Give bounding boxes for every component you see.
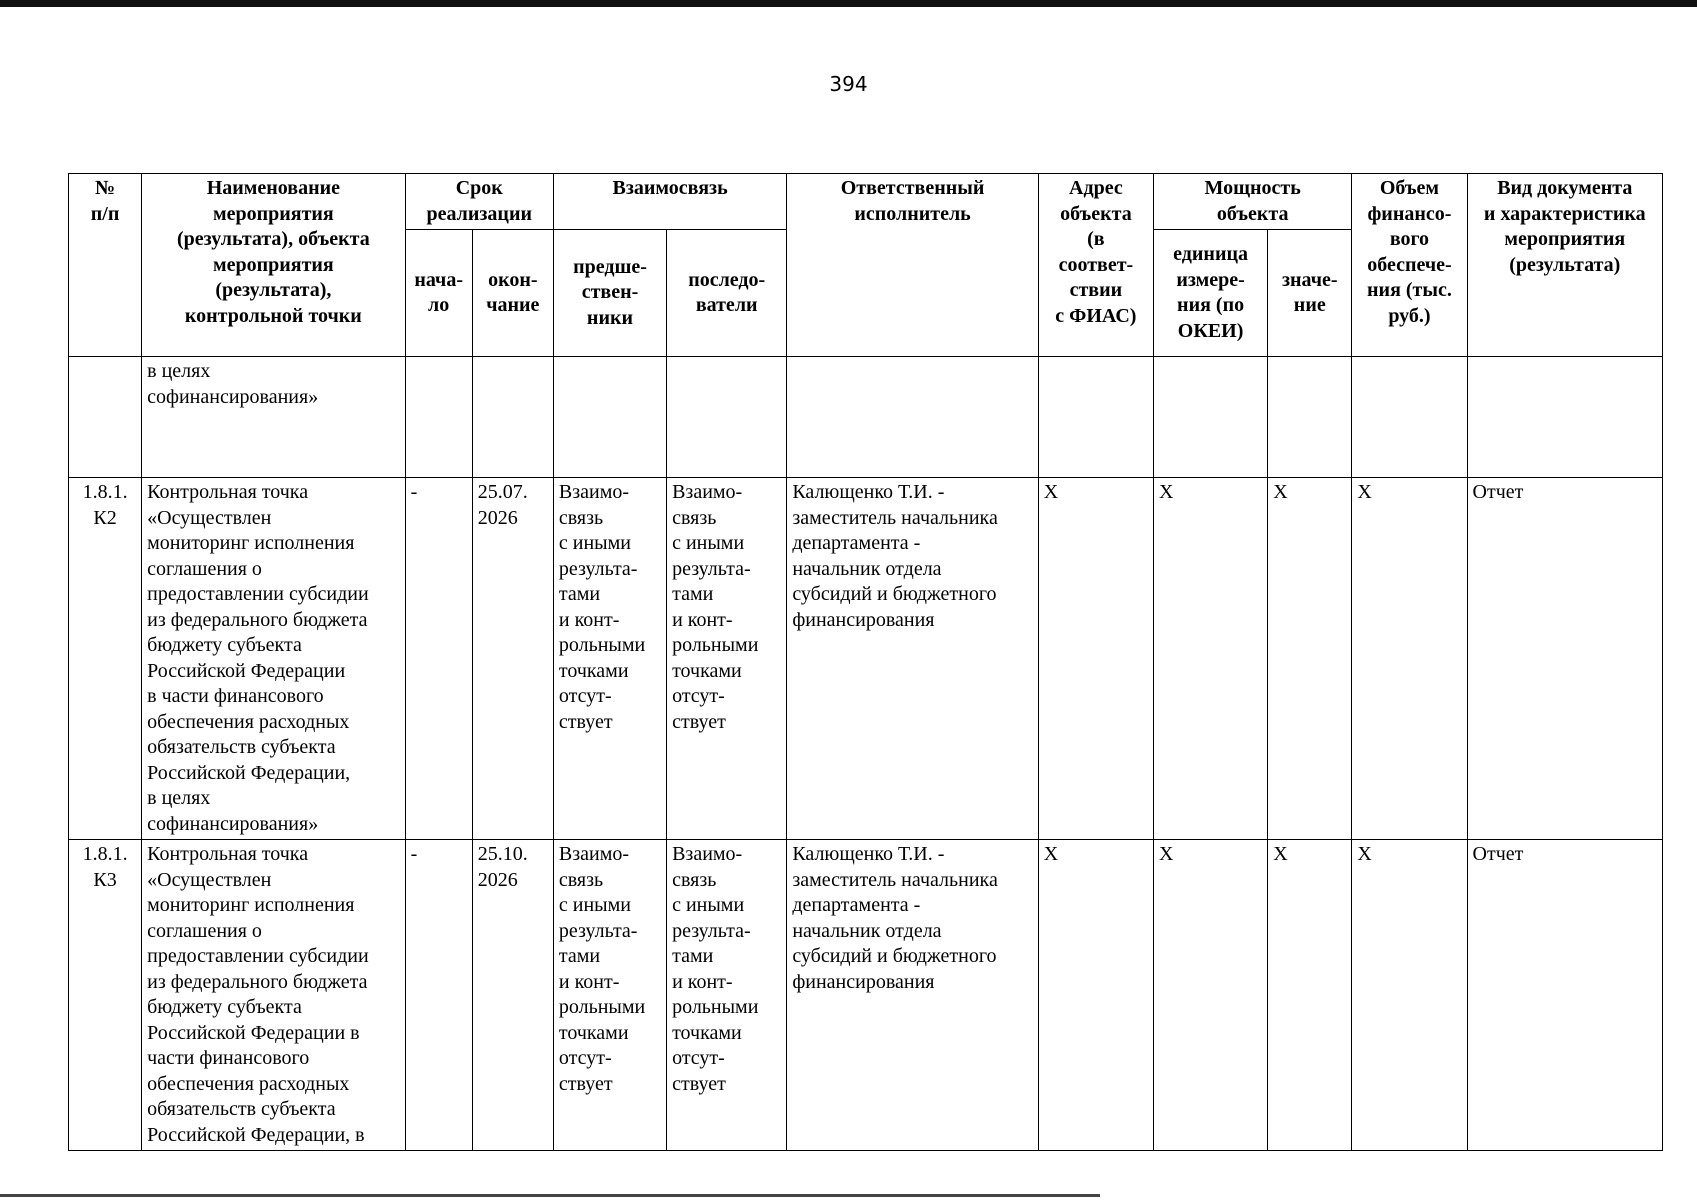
cell-line: (результата), xyxy=(215,279,332,301)
cell-num xyxy=(69,357,142,478)
header-doc-type xyxy=(1467,174,1662,357)
cell-line: значе- xyxy=(1281,268,1338,291)
cell-line: софинансирования» xyxy=(147,385,319,408)
cell-line: Мощность xyxy=(1204,177,1301,199)
cell-line: связь xyxy=(672,506,717,529)
cell-line: X xyxy=(1158,843,1174,865)
cell-end xyxy=(472,478,553,840)
cell-value xyxy=(1268,357,1352,478)
cell-line: с иными xyxy=(558,894,631,916)
cell-finance xyxy=(1352,357,1467,478)
cell-line: рольными xyxy=(558,634,646,656)
cell-line: 25.07. xyxy=(477,481,528,503)
cell-line: X xyxy=(1043,481,1059,503)
cell-line: п/п xyxy=(90,202,120,225)
cell-line: с иными xyxy=(672,894,745,916)
cell-line: обязательств субъекта xyxy=(147,736,336,758)
cell-line: тами xyxy=(558,945,601,967)
cell-line: X xyxy=(1273,843,1288,865)
cell-name xyxy=(142,478,405,840)
cell-line: рольными xyxy=(672,634,759,656)
cell-line: тами xyxy=(558,583,601,605)
cell-line: рольными xyxy=(558,996,646,1018)
cell-line: начальник отдела xyxy=(792,557,942,580)
cell-line: окон- xyxy=(488,268,538,291)
cell-num xyxy=(69,478,142,840)
cell-line: ватели xyxy=(695,294,758,316)
cell-line: Российской Федерации xyxy=(147,659,346,682)
cell-line: точками xyxy=(672,1021,742,1044)
cell-succ xyxy=(667,357,787,478)
cell-line: исполнитель xyxy=(854,202,971,225)
cell-line: Адрес xyxy=(1069,177,1123,199)
cell-line: предоставлении субсидии xyxy=(147,945,369,967)
cell-line: Объем xyxy=(1379,177,1440,199)
cell-line: мероприятия xyxy=(212,253,334,276)
cell-line: Российской Федерации, xyxy=(147,761,351,784)
cell-pred xyxy=(553,478,666,840)
cell-line: Ответственный xyxy=(840,177,985,199)
cell-line: части финансового xyxy=(147,1047,310,1069)
cell-line: Российской Федерации, в xyxy=(147,1123,365,1146)
cell-line: тами xyxy=(672,945,714,967)
cell-line: X xyxy=(1357,843,1372,865)
cell-line: ния (тыс. xyxy=(1367,279,1452,301)
header-name xyxy=(142,174,405,357)
cell-line: связь xyxy=(558,868,604,891)
header-term-start xyxy=(405,230,472,357)
cell-line: X xyxy=(1357,481,1372,503)
cell-line: обеспечения расходных xyxy=(147,1072,350,1095)
header-responsible xyxy=(787,174,1038,357)
cell-line: Взаимо- xyxy=(672,843,743,865)
cell-line: предоставлении субсидии xyxy=(147,583,369,605)
cell-line: «Осуществлен xyxy=(147,506,272,529)
cell-line: ОКЕИ) xyxy=(1177,319,1244,342)
header-term xyxy=(405,174,553,230)
cell-line: рольными xyxy=(672,996,759,1018)
cell-line: отсут- xyxy=(672,1047,725,1069)
cell-line: субсидий и бюджетного xyxy=(792,945,997,967)
cell-line: соглашения о xyxy=(147,557,262,580)
cell-line: результа- xyxy=(672,557,751,580)
cell-line: объекта xyxy=(1216,202,1289,225)
cell-line: ствии xyxy=(1069,279,1123,301)
cell-line: 2026 xyxy=(477,506,518,529)
cell-line: X xyxy=(1158,481,1174,503)
cell-unit xyxy=(1153,840,1267,1151)
cell-line: департамента - xyxy=(792,894,921,916)
cell-line: Отчет xyxy=(1472,481,1524,503)
cell-line: 1.8.1. xyxy=(82,843,128,865)
cell-line: ствует xyxy=(558,1072,613,1095)
cell-line: 1.8.1. xyxy=(82,481,128,503)
cell-start xyxy=(405,357,472,478)
cell-line: связь xyxy=(672,868,717,891)
cell-line: заместитель начальника xyxy=(792,868,998,891)
cell-line: (результата), объекта xyxy=(177,228,370,250)
plan-table xyxy=(68,173,1663,1151)
cell-line: финансирования xyxy=(792,608,935,631)
cell-line: мероприятия xyxy=(1504,228,1626,250)
cell-line: последо- xyxy=(688,268,766,291)
cell-line: в целях xyxy=(147,787,211,809)
cell-line: из федерального бюджета xyxy=(147,608,368,631)
page-number: 394 xyxy=(829,72,868,96)
cell-line: результа- xyxy=(558,557,638,580)
header-address xyxy=(1038,174,1153,357)
cell-line: мероприятия xyxy=(212,202,334,225)
table-row xyxy=(69,840,1663,1151)
cell-end xyxy=(472,840,553,1151)
cell-line: предше- xyxy=(573,255,647,278)
cell-line: Контрольная точка xyxy=(147,843,309,865)
cell-line: отсут- xyxy=(558,685,612,707)
cell-line: (результата) xyxy=(1509,253,1621,276)
cell-line: заместитель начальника xyxy=(792,506,998,529)
cell-line: Вид документа xyxy=(1497,177,1633,199)
cell-line: с иными xyxy=(672,532,745,554)
cell-line: соответ- xyxy=(1058,253,1134,276)
cell-succ xyxy=(667,840,787,1151)
cell-line: и конт- xyxy=(558,970,620,993)
cell-line: нача- xyxy=(414,268,463,291)
cell-line: в целях xyxy=(147,360,211,382)
cell-line: ствует xyxy=(558,710,613,733)
cell-line: Наименование xyxy=(206,177,341,199)
cell-line: Калющенко Т.И. - xyxy=(792,843,945,865)
scan-edge-bottom xyxy=(0,1194,1100,1197)
cell-end xyxy=(472,357,553,478)
cell-line: обязательств субъекта xyxy=(147,1098,336,1120)
cell-address xyxy=(1038,357,1153,478)
cell-line: - xyxy=(410,481,418,503)
cell-pred xyxy=(553,840,666,1151)
cell-line: «Осуществлен xyxy=(147,868,272,891)
cell-address xyxy=(1038,478,1153,840)
cell-line: точками xyxy=(672,659,742,682)
cell-line: финансо- xyxy=(1367,202,1452,225)
cell-line: с ФИАС) xyxy=(1055,304,1137,327)
cell-line: - xyxy=(410,843,418,865)
cell-line: связь xyxy=(558,506,604,529)
cell-line: и конт- xyxy=(672,608,733,631)
cell-line: Контрольная точка xyxy=(147,481,309,503)
cell-unit xyxy=(1153,357,1267,478)
cell-responsible xyxy=(787,357,1038,478)
cell-responsible xyxy=(787,840,1038,1151)
cell-line: 25.10. xyxy=(477,843,528,865)
cell-line: субсидий и бюджетного xyxy=(792,583,997,605)
cell-line: руб.) xyxy=(1388,304,1431,327)
cell-line: и конт- xyxy=(672,970,733,993)
cell-line: № xyxy=(95,177,116,199)
cell-line: мониторинг исполнения xyxy=(147,894,355,916)
cell-line: ствует xyxy=(672,1072,726,1095)
cell-line: мониторинг исполнения xyxy=(147,532,355,554)
cell-unit xyxy=(1153,478,1267,840)
cell-address xyxy=(1038,840,1153,1151)
cell-line: результа- xyxy=(558,919,638,942)
cell-finance xyxy=(1352,840,1467,1151)
cell-line: обеспече- xyxy=(1367,253,1452,276)
cell-line: контрольной точки xyxy=(184,304,362,327)
cell-line: ния (по xyxy=(1177,294,1245,316)
header-link-pred xyxy=(553,230,666,357)
cell-responsible xyxy=(787,478,1038,840)
cell-line: бюджету субъекта xyxy=(147,634,302,656)
cell-start xyxy=(405,840,472,1151)
cell-line: К2 xyxy=(93,506,117,529)
cell-line: финансирования xyxy=(792,970,935,993)
cell-line: обеспечения расходных xyxy=(147,710,350,733)
table-row xyxy=(69,478,1663,840)
header-link: Взаимосвязь xyxy=(553,174,786,230)
cell-line: Взаимо- xyxy=(672,481,743,503)
cell-doc xyxy=(1467,357,1662,478)
cell-line: точками xyxy=(558,1021,629,1044)
table-row xyxy=(69,357,1663,478)
cell-line: Отчет xyxy=(1472,843,1524,865)
cell-line: Взаимо- xyxy=(558,481,630,503)
header-capacity-value xyxy=(1268,230,1352,357)
cell-num xyxy=(69,840,142,1151)
cell-line: К3 xyxy=(93,868,117,891)
cell-start xyxy=(405,478,472,840)
header-capacity-unit xyxy=(1153,230,1267,357)
cell-line: ло xyxy=(428,294,450,316)
cell-line: Калющенко Т.И. - xyxy=(792,481,945,503)
cell-line: результа- xyxy=(672,919,751,942)
cell-line: и характеристика xyxy=(1483,202,1646,225)
header-finance xyxy=(1352,174,1467,357)
cell-line: отсут- xyxy=(672,685,725,707)
cell-value xyxy=(1268,840,1352,1151)
cell-line: вого xyxy=(1389,228,1430,250)
cell-line: единица xyxy=(1173,243,1248,265)
cell-line: измере- xyxy=(1176,268,1245,291)
cell-line: отсут- xyxy=(558,1047,612,1069)
cell-doc xyxy=(1467,478,1662,840)
header-capacity xyxy=(1153,174,1351,230)
cell-succ xyxy=(667,478,787,840)
cell-line: X xyxy=(1273,481,1288,503)
cell-finance xyxy=(1352,478,1467,840)
cell-line: начальник отдела xyxy=(792,919,942,942)
cell-line: соглашения о xyxy=(147,919,262,942)
cell-line: софинансирования» xyxy=(147,812,319,835)
cell-line: в части финансового xyxy=(147,685,324,707)
cell-line: Взаимо- xyxy=(558,843,630,865)
cell-line: ники xyxy=(586,306,634,329)
cell-value xyxy=(1268,478,1352,840)
cell-line: Российской Федерации в xyxy=(147,1021,360,1044)
header-num xyxy=(69,174,142,357)
cell-line: с иными xyxy=(558,532,631,554)
cell-pred xyxy=(553,357,666,478)
cell-line: Срок xyxy=(455,177,503,199)
scan-edge-top xyxy=(0,0,1697,7)
cell-line: тами xyxy=(672,583,714,605)
cell-line: 2026 xyxy=(477,868,518,891)
cell-line: реализации xyxy=(426,202,532,225)
cell-line: ствует xyxy=(672,710,726,733)
cell-line: департамента - xyxy=(792,532,921,554)
header-term-end xyxy=(472,230,553,357)
cell-line: и конт- xyxy=(558,608,620,631)
cell-line: из федерального бюджета xyxy=(147,970,368,993)
cell-line: (в xyxy=(1087,228,1105,250)
cell-line: чание xyxy=(486,294,540,316)
cell-line: объекта xyxy=(1060,202,1132,225)
cell-doc xyxy=(1467,840,1662,1151)
cell-name xyxy=(142,840,405,1151)
cell-line: точками xyxy=(558,659,629,682)
cell-line: бюджету субъекта xyxy=(147,996,302,1018)
cell-line: ствен- xyxy=(581,281,639,304)
cell-line: ние xyxy=(1293,294,1326,316)
cell-name xyxy=(142,357,405,478)
cell-line: X xyxy=(1043,843,1059,865)
header-link-succ xyxy=(667,230,787,357)
